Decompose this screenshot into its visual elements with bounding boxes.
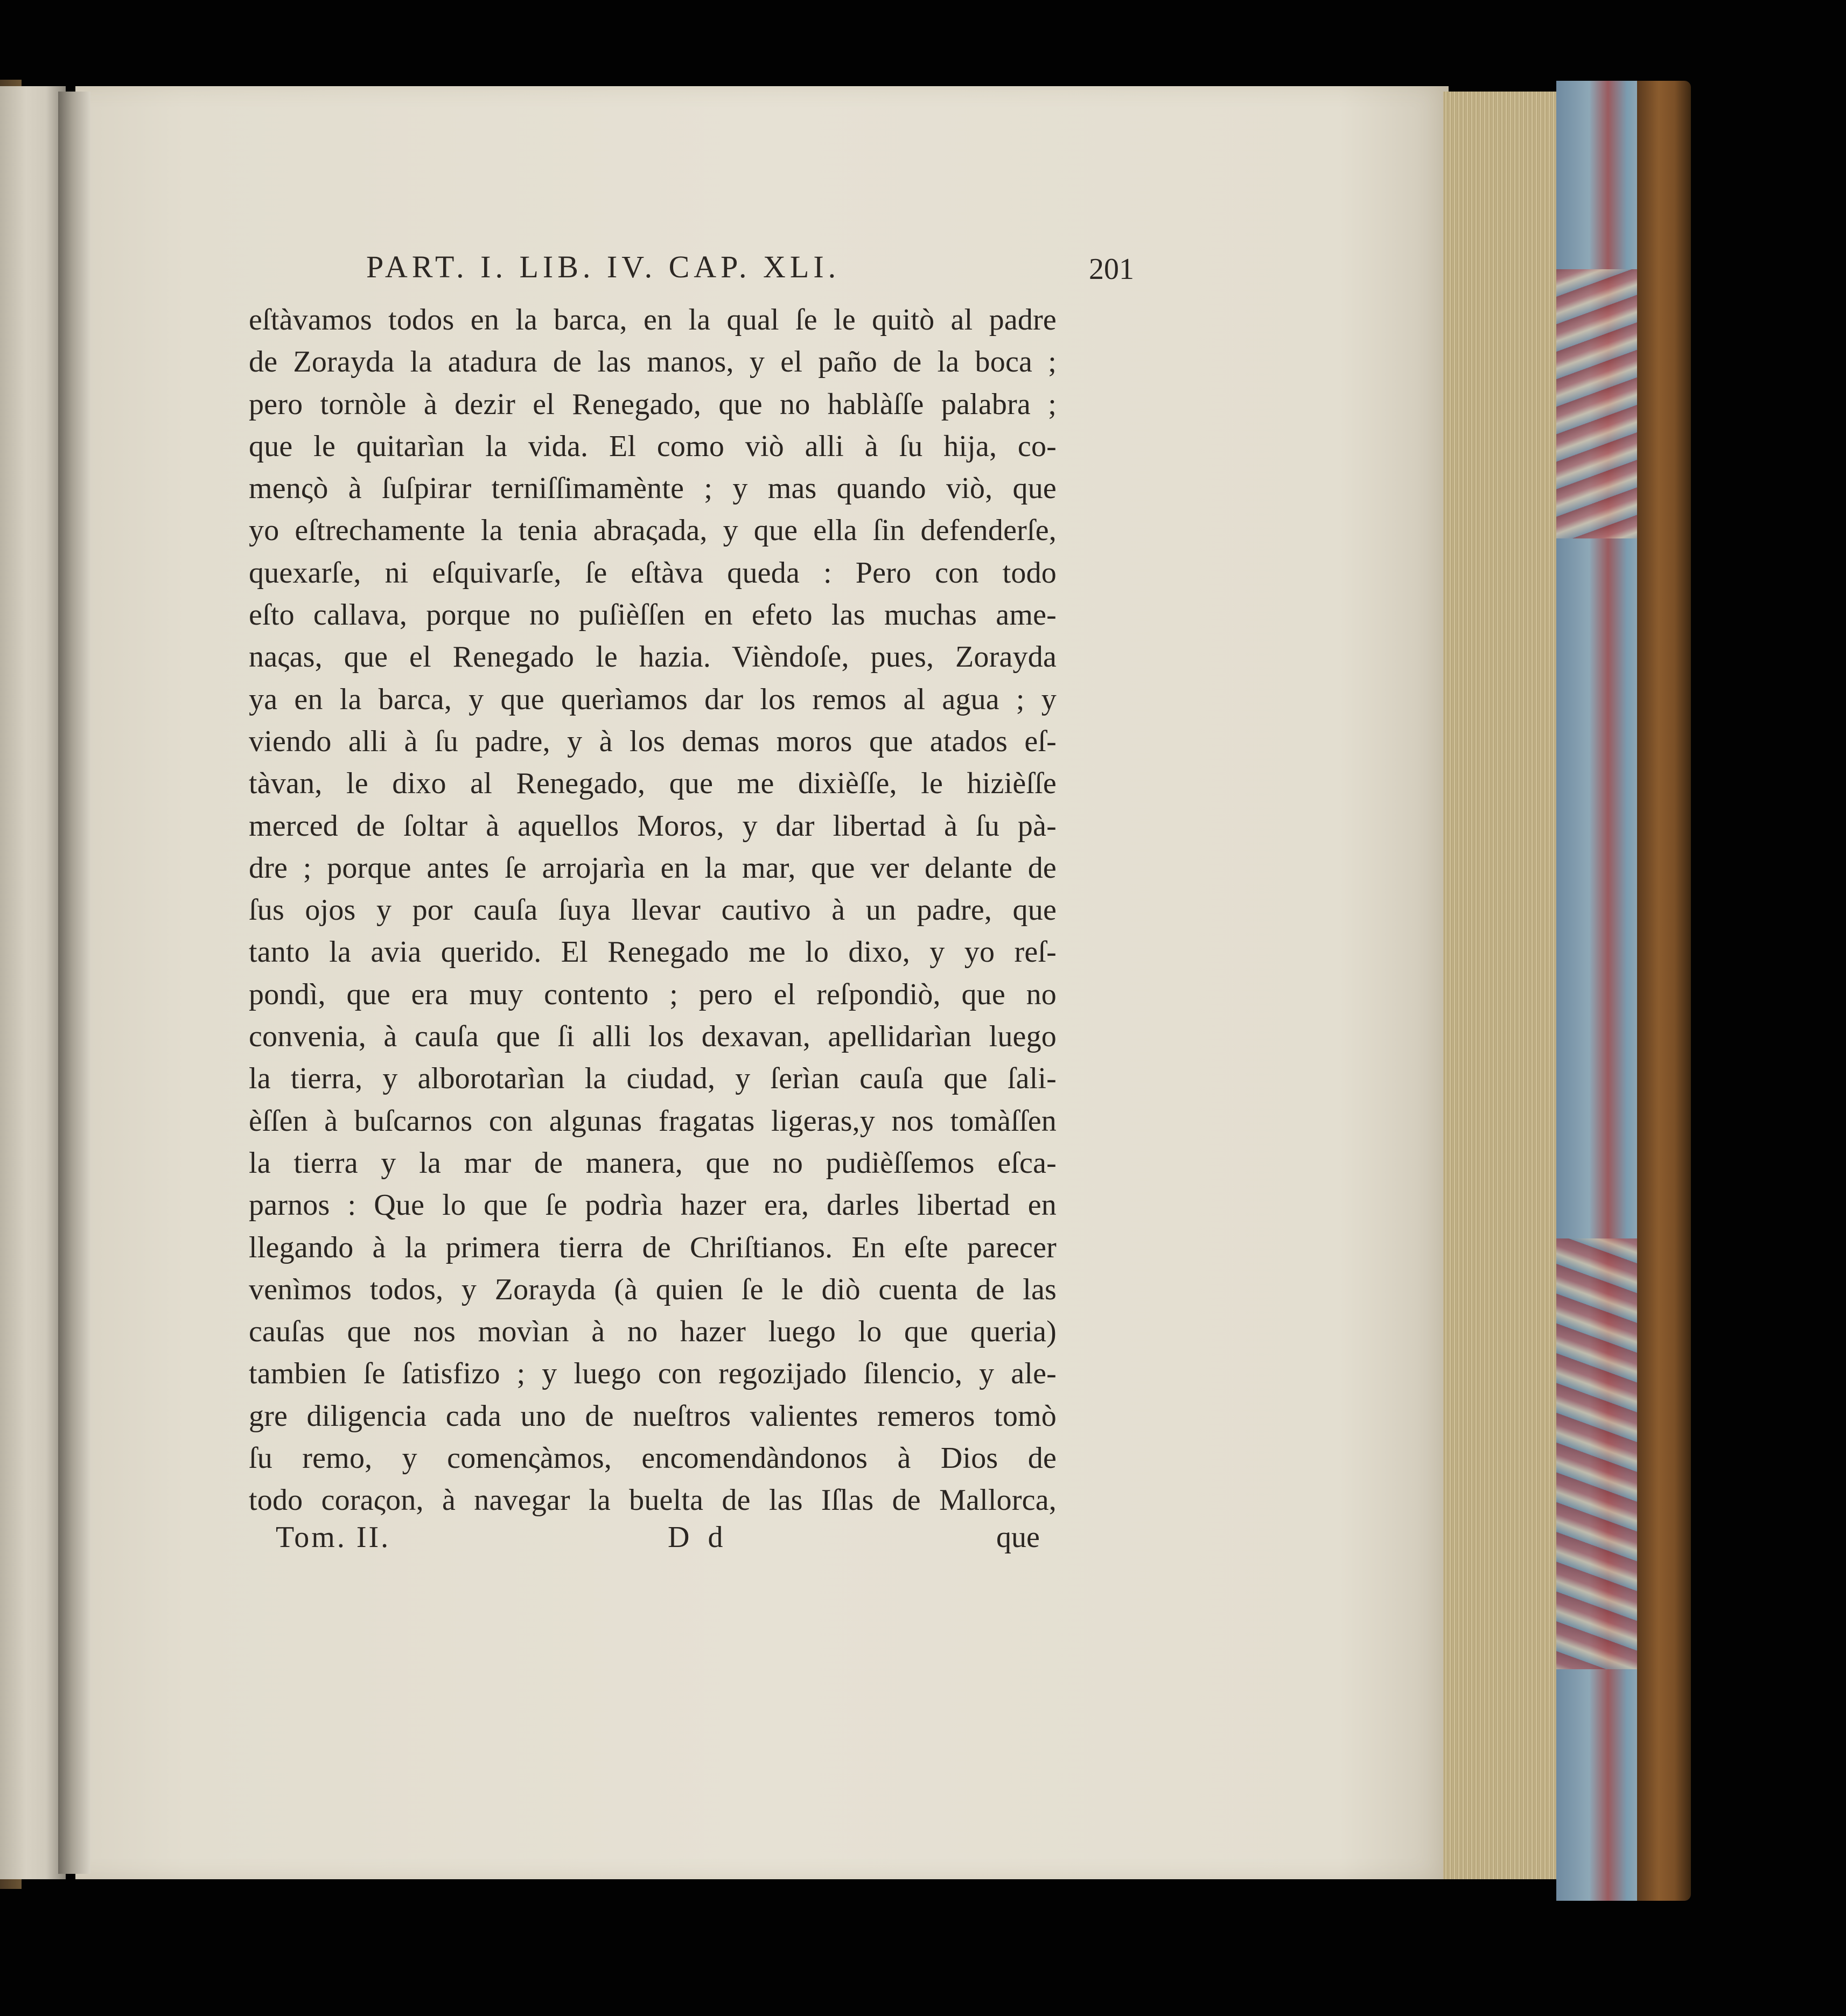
body-text [249,299,1057,1522]
previous-page-edge [0,86,66,1879]
text-line: todo coraςon, à navegar la buelta de las Iſlas de Mallorca, [249,1483,1057,1517]
text-line: yo eſtrechamente la tenia abraςada, y que ella ſin defenderſe, [249,514,1057,548]
text-line: naςas, que el Renegado le hazia. Vièndoſe, pues, Zorayda [249,640,1057,674]
marbled-pattern-upper [1556,269,1651,538]
text-line: convenia, à cauſa que ſi alli los dexavan, apellidarìan luego [249,1020,1057,1054]
text-line: ya en la barca, y que querìamos dar los remos al agua ; y [249,682,1057,716]
text-line: pondì, que era muy contento ; pero el reſpondiò, que no [249,977,1057,1011]
text-line: venìmos todos, y Zorayda (à quien ſe le diò cuenta de las [249,1272,1057,1306]
text-line: que le quitarìan la vida. El como viò alli à ſu hija, co- [249,429,1057,463]
text-line: tàvan, le dixo al Renegado, que me dixièſſe, le hizièſſe [249,767,1057,801]
text-line: eſtàvamos todos en la barca, en la qual ſe le quitò al padre [249,303,1057,337]
text-line: èſſen à buſcarnos con algunas fragatas ligeras,y nos tomàſſen [249,1104,1057,1138]
text-line: pero tornòle à dezir el Renegado, que no hablàſſe palabra ; [249,387,1057,421]
footer-catchword: que [996,1521,1040,1554]
text-line: tambien ſe ſatisfizo ; y luego con regozijado ſilencio, y ale- [249,1357,1057,1391]
footer-volume: Tom. II. [276,1521,391,1554]
page-number: 201 [1089,253,1134,286]
text-line: la tierra y la mar de manera, que no pudièſſemos eſca- [249,1146,1057,1180]
text-line: ſus ojos y por cauſa ſuya llevar cautivo à un padre, que [249,893,1057,927]
text-line: parnos : Que lo que ſe podrìa hazer era, darles libertad en [249,1188,1057,1222]
marbled-pattern-lower [1556,1238,1651,1669]
text-line: cauſas que nos movìan à no hazer luego lo que queria) [249,1315,1057,1349]
text-line: llegando à la primera tierra de Chriſtianos. En eſte parecer [249,1230,1057,1264]
text-line: viendo alli à ſu padre, y à los demas moros que atados eſ- [249,724,1057,758]
text-line: la tierra, y alborotarìan la ciudad, y ſerìan cauſa que ſali- [249,1062,1057,1096]
text-line: tanto la avia querido. El Renegado me lo dixo, y yo reſ- [249,935,1057,969]
text-line: gre diligencia cada uno de nueſtros valientes remeros tomò [249,1399,1057,1433]
text-line: de Zorayda la atadura de las manos, y el paño de la boca ; [249,345,1057,379]
footer-signature: D d [668,1521,729,1554]
text-line: ſu remo, y comenςàmos, encomendàndonos à Dios de [249,1441,1057,1475]
text-line: menςò à ſuſpirar terniſſimamènte ; y mas quando viò, que [249,472,1057,506]
text-line: eſto callava, porque no puſièſſen en efeto las muchas ame- [249,598,1057,632]
text-line: merced de ſoltar à aquellos Moros, y dar libertad à ſu pà- [249,809,1057,843]
page-fore-edge [1443,92,1562,1879]
text-line: dre ; porque antes ſe arrojarìa en la mar, que ver delante de [249,851,1057,885]
text-line: quexarſe, ni eſquivarſe, ſe eſtàva queda : Pero con todo [249,556,1057,590]
leather-cover [1637,81,1691,1901]
running-head: PART. I. LIB. IV. CAP. XLI. [366,249,841,284]
page-gutter [58,92,90,1874]
